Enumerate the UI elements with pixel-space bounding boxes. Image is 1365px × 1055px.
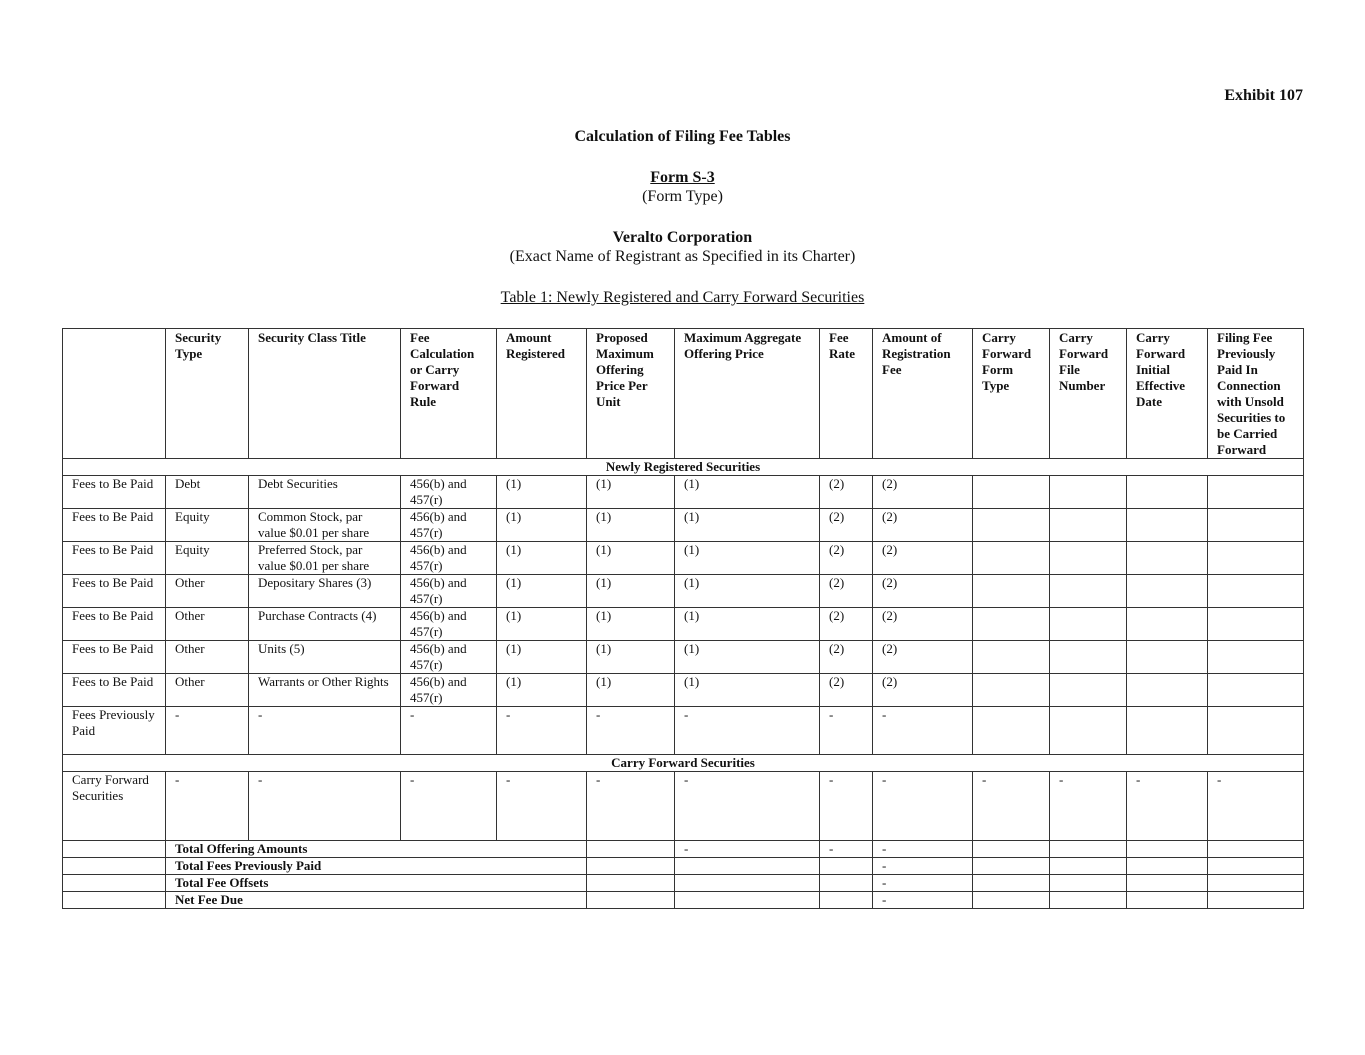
table-cell: 456(b) and 457(r) [401,608,497,641]
table-cell [1127,892,1208,909]
table-cell [587,841,675,858]
table-cell: (1) [675,674,820,707]
table-cell: (1) [675,476,820,509]
fees-previously-paid-row [63,707,1304,755]
table-cell [1127,841,1208,858]
table-cell: 456(b) and 457(r) [401,674,497,707]
table-cell: (2) [820,509,873,542]
table-cell: - [820,841,873,858]
table-cell: - [873,858,973,875]
table-cell [973,892,1050,909]
table-row [63,509,1304,542]
table-cell [973,608,1050,641]
table-cell [1127,875,1208,892]
table-cell: (1) [587,608,675,641]
table-cell: - [873,841,973,858]
table-cell: (2) [820,608,873,641]
table-cell: - [249,772,401,841]
table-cell: (1) [497,575,587,608]
table-cell: (2) [820,575,873,608]
row-label: Fees to Be Paid [63,542,166,575]
table-cell: Debt Securities [249,476,401,509]
table-cell [1208,875,1304,892]
table-cell: - [675,707,820,755]
table-cell: Equity [166,509,249,542]
section-row-newly-registered [63,459,1304,476]
table-cell: (2) [820,476,873,509]
table-cell: - [166,707,249,755]
total-label: Net Fee Due [166,892,587,909]
table-cell [675,858,820,875]
total-label: Total Fee Offsets [166,875,587,892]
table-cell [1050,707,1127,755]
total-row [63,892,1304,909]
table-cell [587,858,675,875]
table-cell: - [973,772,1050,841]
table-cell: (1) [587,476,675,509]
table-cell [973,575,1050,608]
registrant-note: (Exact Name of Registrant as Specified in its Charter) [509,248,856,265]
table-cell [63,841,166,858]
table-cell: (1) [587,674,675,707]
registrant-name: Veralto Corporation [612,229,753,246]
table-cell [1127,608,1208,641]
header-row [63,329,1304,459]
table-cell: - [675,841,820,858]
table-cell [1127,575,1208,608]
table-cell [973,641,1050,674]
row-label: Carry Forward Securities [63,772,166,841]
table-cell [973,858,1050,875]
table-cell [973,542,1050,575]
section-label: Newly Registered Securities [63,459,1304,476]
table-cell: Other [166,575,249,608]
table-row [63,641,1304,674]
table-cell: 456(b) and 457(r) [401,509,497,542]
table-cell [1050,476,1127,509]
table-cell [1208,575,1304,608]
table-cell: Other [166,674,249,707]
table-cell [1050,674,1127,707]
table-cell [973,707,1050,755]
header-cell: Carry Forward File Number [1050,329,1127,459]
table-cell: Other [166,608,249,641]
table-row [63,542,1304,575]
header-cell: Maximum Aggregate Offering Price [675,329,820,459]
table-cell: - [820,707,873,755]
table-cell: - [873,892,973,909]
table-cell: - [873,772,973,841]
table-cell: Debt [166,476,249,509]
table-cell [675,875,820,892]
table-cell [1208,509,1304,542]
table-cell [1127,707,1208,755]
table-cell [1127,858,1208,875]
table-cell: - [820,772,873,841]
table-cell [1050,641,1127,674]
table-cell: (1) [675,509,820,542]
table-cell: (1) [587,641,675,674]
row-label: Fees to Be Paid [63,608,166,641]
filing-fee-table [62,328,1304,909]
table-cell: (1) [675,608,820,641]
table-cell: (2) [873,476,973,509]
row-label: Fees to Be Paid [63,641,166,674]
table-cell [1050,892,1127,909]
table-cell [1127,476,1208,509]
table-row [63,476,1304,509]
table-cell: - [873,875,973,892]
section-row-carry-forward [63,755,1304,772]
table-cell [820,875,873,892]
table-cell: - [497,707,587,755]
table-cell: Warrants or Other Rights [249,674,401,707]
table-cell: - [1127,772,1208,841]
row-label: Fees to Be Paid [63,476,166,509]
table-cell [1127,641,1208,674]
table-cell: (2) [873,608,973,641]
table-cell: - [166,772,249,841]
total-row [63,841,1304,858]
header-cell: Carry Forward Initial Effective Date [1127,329,1208,459]
table-cell [1208,608,1304,641]
header-cell: Carry Forward Form Type [973,329,1050,459]
section-label: Carry Forward Securities [63,755,1304,772]
table-cell: (1) [675,542,820,575]
table-cell: Purchase Contracts (4) [249,608,401,641]
table-cell: 456(b) and 457(r) [401,542,497,575]
table-cell [1208,707,1304,755]
table-cell: - [1208,772,1304,841]
row-label: Fees to Be Paid [63,674,166,707]
table-cell [973,841,1050,858]
table-cell [587,875,675,892]
table-title: Table 1: Newly Registered and Carry Forward Securities [500,289,865,306]
table-cell [1208,841,1304,858]
table-cell: (1) [675,641,820,674]
table-cell [63,892,166,909]
table-cell [1050,575,1127,608]
form-name: Form S-3 [650,169,715,186]
table-cell [1050,509,1127,542]
table-cell: (1) [497,509,587,542]
table-cell [1050,542,1127,575]
total-row [63,858,1304,875]
table-cell [1127,674,1208,707]
table-cell [1208,542,1304,575]
header-cell: Filing Fee Previously Paid In Connection with Unsold Securities to be Carried Forward [1208,329,1304,459]
table-cell [973,509,1050,542]
header-cell: Security Class Title [249,329,401,459]
exhibit-label: Exhibit 107 [1224,87,1303,104]
header-cell: Fee Rate [820,329,873,459]
table-cell: - [1050,772,1127,841]
table-cell [1050,875,1127,892]
table-row [63,575,1304,608]
table-cell: (1) [587,509,675,542]
header-cell: Amount of Registration Fee [873,329,973,459]
table-cell: (2) [873,509,973,542]
table-cell: (1) [587,542,675,575]
document-title: Calculation of Filing Fee Tables [574,128,791,145]
table-cell [973,476,1050,509]
table-cell: Equity [166,542,249,575]
table-cell: Common Stock, par value $0.01 per share [249,509,401,542]
carry-forward-row [63,772,1304,841]
header-cell: Amount Registered [497,329,587,459]
table-cell: (2) [820,674,873,707]
row-label: Fees Previously Paid [63,707,166,755]
table-cell [973,674,1050,707]
table-cell: - [401,772,497,841]
table-cell [1050,841,1127,858]
table-cell: (2) [873,542,973,575]
table-cell: (1) [497,674,587,707]
table-cell: (1) [497,476,587,509]
table-cell: (2) [820,542,873,575]
table-cell: - [249,707,401,755]
table-cell: (1) [675,575,820,608]
table-cell [1050,858,1127,875]
table-cell [1208,641,1304,674]
table-cell [1208,674,1304,707]
header-cell [63,329,166,459]
table-cell: (2) [873,575,973,608]
security-rows [63,476,1304,707]
header-cell: Fee Calculation or Carry Forward Rule [401,329,497,459]
table-cell: Depositary Shares (3) [249,575,401,608]
form-type-note: (Form Type) [642,188,723,205]
table-cell [1208,892,1304,909]
table-cell [63,858,166,875]
header-cell: Security Type [166,329,249,459]
table-cell: - [587,772,675,841]
table-cell: 456(b) and 457(r) [401,575,497,608]
row-label: Fees to Be Paid [63,509,166,542]
table-cell: - [675,772,820,841]
table-cell: 456(b) and 457(r) [401,641,497,674]
table-cell: (1) [497,608,587,641]
table-cell: - [401,707,497,755]
table-cell [1208,476,1304,509]
table-cell [1127,509,1208,542]
table-cell [63,875,166,892]
table-cell: (2) [873,641,973,674]
table-cell [973,875,1050,892]
table-cell: - [497,772,587,841]
table-cell: (1) [587,575,675,608]
table-cell: 456(b) and 457(r) [401,476,497,509]
table-cell: Units (5) [249,641,401,674]
table-cell [820,858,873,875]
total-rows [63,841,1304,909]
total-row [63,875,1304,892]
table-cell: - [587,707,675,755]
table-cell: Preferred Stock, par value $0.01 per share [249,542,401,575]
table-cell: - [873,707,973,755]
table-cell: Other [166,641,249,674]
total-label: Total Fees Previously Paid [166,858,587,875]
table-cell: (1) [497,641,587,674]
row-label: Fees to Be Paid [63,575,166,608]
table-cell: (2) [873,674,973,707]
table-cell [1050,608,1127,641]
table-cell: (2) [820,641,873,674]
table-cell [820,892,873,909]
table-cell: (1) [497,542,587,575]
table-cell [675,892,820,909]
table-row [63,608,1304,641]
total-label: Total Offering Amounts [166,841,587,858]
table-cell [1127,542,1208,575]
table-cell [587,892,675,909]
table-cell [1208,858,1304,875]
table-row [63,674,1304,707]
header-cell: Proposed Maximum Offering Price Per Unit [587,329,675,459]
